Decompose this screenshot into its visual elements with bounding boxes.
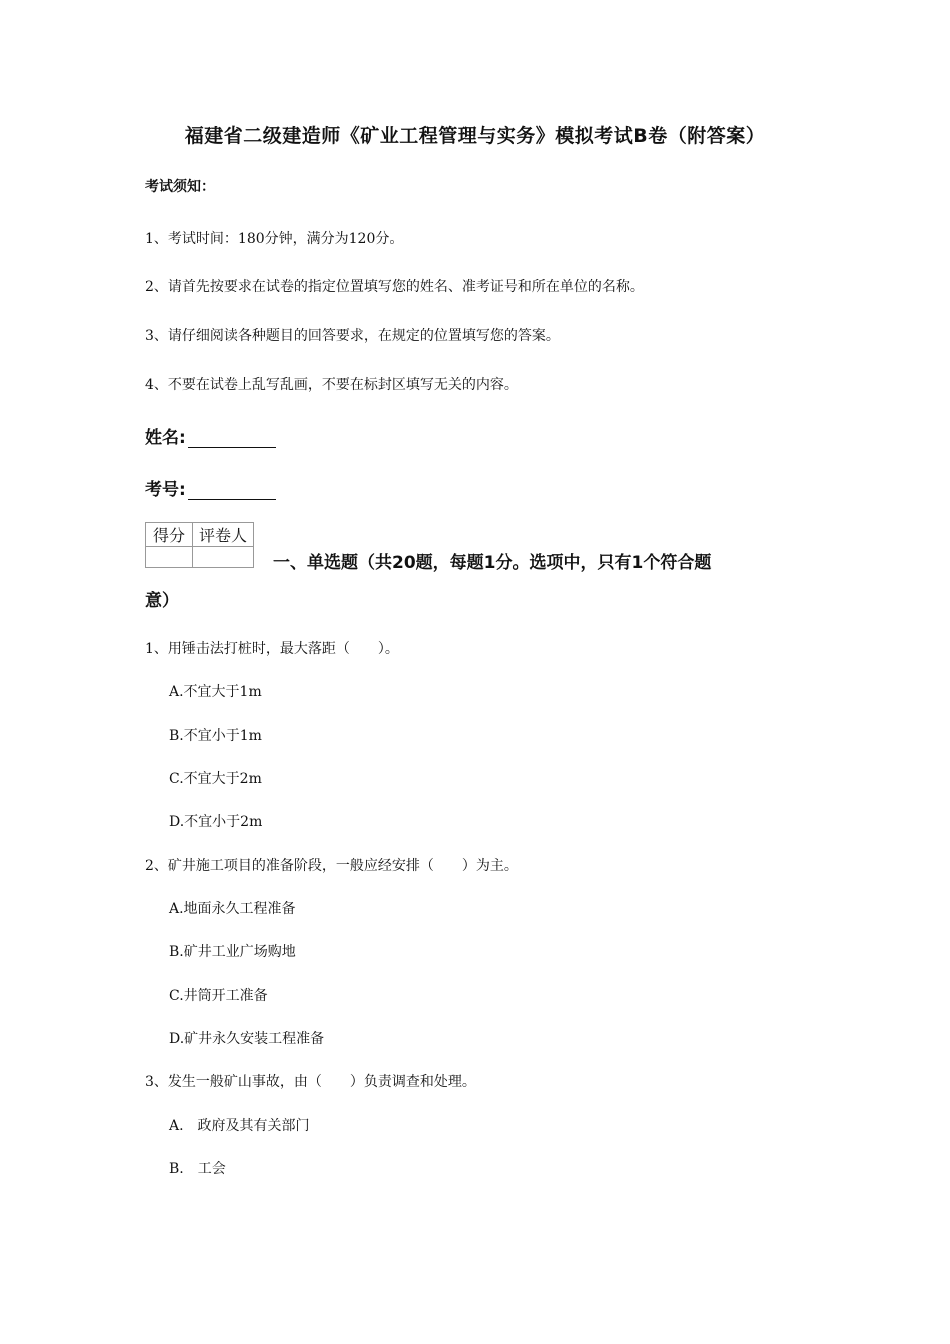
question-1-option-a: A.不宜大于1m bbox=[169, 684, 262, 700]
notice-item-3: 3、请仔细阅读各种题目的回答要求，在规定的位置填写您的答案。 bbox=[145, 328, 560, 344]
name-blank[interactable] bbox=[188, 430, 276, 448]
question-1-option-b: B.不宜小于1m bbox=[169, 728, 262, 744]
question-2-option-d: D.矿井永久安装工程准备 bbox=[169, 1031, 325, 1047]
score-header: 得分 bbox=[146, 523, 193, 547]
question-3-option-a: A. 政府及其有关部门 bbox=[169, 1118, 310, 1134]
exam-number-label: 考号: bbox=[145, 480, 186, 500]
notice-item-1: 1、考试时间：180分钟，满分为120分。 bbox=[145, 231, 404, 247]
score-cell bbox=[146, 547, 193, 568]
question-3-stem: 3、发生一般矿山事故，由（ ）负责调查和处理。 bbox=[145, 1074, 476, 1090]
score-table bbox=[145, 522, 254, 568]
question-2-option-c: C.井筒开工准备 bbox=[169, 988, 268, 1004]
question-1-option-d: D.不宜小于2m bbox=[169, 814, 263, 830]
section-heading-line2: 意） bbox=[145, 591, 179, 611]
notice-item-4: 4、不要在试卷上乱写乱画，不要在标封区填写无关的内容。 bbox=[145, 377, 518, 393]
notice-item-2: 2、请首先按要求在试卷的指定位置填写您的姓名、准考证号和所在单位的名称。 bbox=[145, 279, 644, 295]
section-heading-line1: 一、单选题（共20题，每题1分。选项中，只有1个符合题 bbox=[273, 553, 712, 573]
question-2-stem: 2、矿井施工项目的准备阶段，一般应经安排（ ）为主。 bbox=[145, 858, 518, 874]
question-2-option-a: A.地面永久工程准备 bbox=[169, 901, 296, 917]
question-2-option-b: B.矿井工业广场购地 bbox=[169, 944, 296, 960]
question-1-option-c: C.不宜大于2m bbox=[169, 771, 262, 787]
name-field bbox=[145, 423, 276, 448]
question-1-stem: 1、用锤击法打桩时，最大落距（ ）。 bbox=[145, 641, 399, 657]
question-3-option-b: B. 工会 bbox=[169, 1161, 226, 1177]
name-label: 姓名: bbox=[145, 428, 186, 448]
notice-heading: 考试须知： bbox=[145, 179, 215, 195]
grader-cell bbox=[193, 547, 254, 568]
exam-number-field bbox=[145, 475, 276, 500]
exam-number-blank[interactable] bbox=[188, 482, 276, 500]
document-title: 福建省二级建造师《矿业工程管理与实务》模拟考试B卷（附答案） bbox=[184, 125, 766, 147]
grader-header: 评卷人 bbox=[193, 523, 254, 547]
